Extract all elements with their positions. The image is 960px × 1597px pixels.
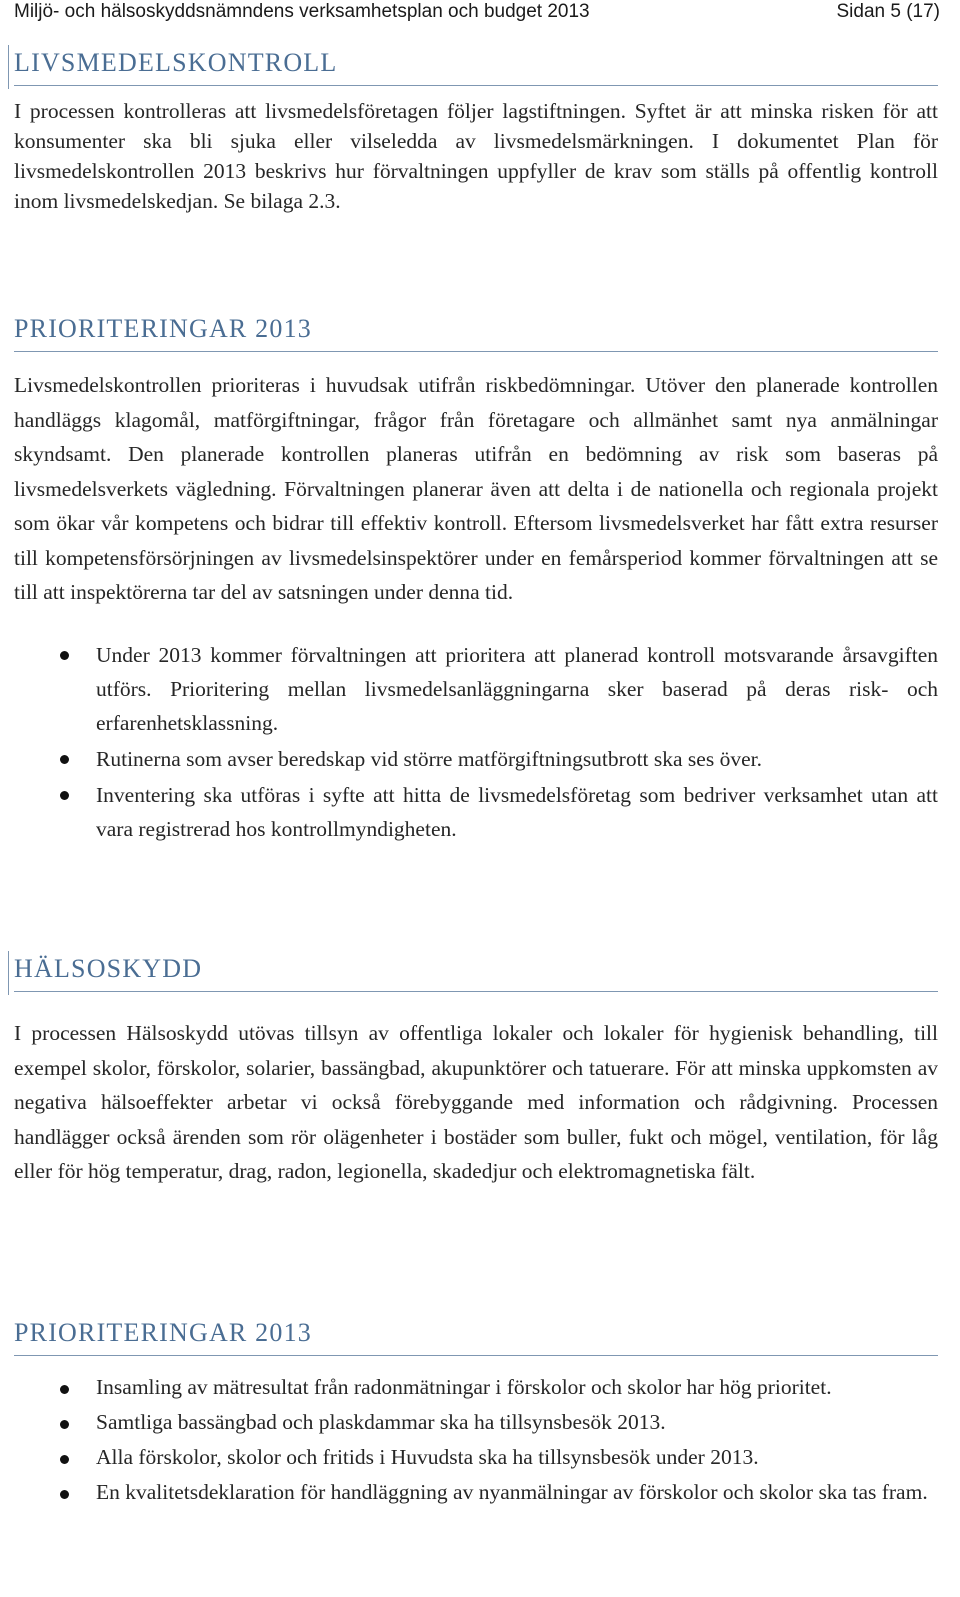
section-heading: PRIORITERINGAR 2013 [14, 1318, 312, 1347]
list-item [8, 742, 938, 776]
section-paragraph: I processen Hälsoskydd utövas tillsyn av offentliga lokaler och lokaler för hygienisk behandling, till exempel skolor, förskolor, solarier, bassängbad, akupunktörer och tatuerare. För att minska uppkomsten av negativa hälsoeffekter arbetar vi också förebyggande med information och rådgivning. Processen handlägger också ärenden som rör olägenheter i bostäder som buller, fukt och mögel, ventilation, för låg eller för hög temperatur, drag, radon, legionella, skadedjur och elektromagnetiska fält. [14, 1021, 938, 1183]
section-heading: LIVSMEDELSKONTROLL [14, 48, 338, 77]
section-heading: HÄLSOSKYDD [14, 954, 203, 983]
list-item [8, 638, 938, 740]
section-paragraph: I processen kontrolleras att livsmedelsföretagen följer lagstiftningen. Syftet är att minska risken för att konsumenter ska bli sjuka eller vilseledda av livsmedelsmärkningen. I dokumentet Plan för livsmedelskontrollen 2013 beskrivs hur förvaltningen uppfyller de krav som ställs på offentlig kontroll inom livsmedelskedjan. Se bilaga 2.3. [14, 99, 938, 213]
list-item-text: Alla förskolor, skolor och fritids i Huvudsta ska ha tillsynsbesök under 2013. [96, 1445, 759, 1469]
bullet-dot-icon [60, 1385, 69, 1394]
heading-tick-line [8, 45, 9, 89]
bullet-dot-icon [60, 1455, 69, 1464]
document-title: Miljö- och hälsoskyddsnämndens verksamhetsplan och budget 2013 [14, 1, 590, 22]
section-prioriteringar-livsmedel [8, 308, 938, 846]
heading-tick-line [8, 951, 9, 995]
section-livsmedelskontroll [8, 44, 938, 216]
section-heading: PRIORITERINGAR 2013 [14, 314, 312, 343]
list-item [8, 1477, 938, 1508]
list-item [8, 1407, 938, 1438]
page-number: Sidan 5 (17) [836, 1, 940, 22]
section-halsoskydd [8, 950, 938, 1189]
heading-rule [14, 991, 938, 992]
bullet-dot-icon [60, 791, 69, 800]
section-heading-block [8, 950, 938, 992]
list-item-text: En kvalitetsdeklaration för handläggning av nyanmälningar av förskolor och skolor ska tas fram. [96, 1480, 928, 1504]
list-item-text: Inventering ska utföras i syfte att hitta de livsmedelsföretag som bedriver verksamhet utan att vara registrerad hos kontrollmyndigheten. [96, 782, 938, 841]
section-prioriteringar-halsoskydd [8, 1314, 938, 1508]
list-item [8, 1372, 938, 1403]
list-item-text: Under 2013 kommer förvaltningen att prioritera att planerad kontroll motsvarande årsavgiften utförs. Prioritering mellan livsmedelsanläggningarna sker baserad på deras risk- och erfarenhetsklassning. [96, 642, 938, 735]
heading-rule [14, 85, 938, 86]
bullet-dot-icon [60, 1490, 69, 1499]
list-item [8, 1442, 938, 1473]
heading-rule [14, 351, 938, 352]
bullet-list [8, 638, 938, 846]
list-item-text: Rutinerna som avser beredskap vid större matförgiftningsutbrott ska ses över. [96, 746, 762, 771]
heading-rule [14, 1355, 938, 1356]
list-item [8, 778, 938, 846]
section-heading-block [8, 1314, 938, 1356]
bullet-dot-icon [60, 755, 69, 764]
section-paragraph: Livsmedelskontrollen prioriteras i huvudsak utifrån riskbedömningar. Utöver den planerade kontrollen handläggs klagomål, matförgiftningar, frågor från företagare och allmänhet samt nya anmälningar skyndsamt. Den planerade kontrollen planeras utifrån en bedömning av risk som baseras på livsmedelsverkets vägledning. Förvaltningen planerar även att delta i de nationella och regionala projekt som ökar vår kompetens och bidrar till effektiv kontroll. Eftersom livsmedelsverket har fått extra resurser till kompetensförsörjningen av livsmedelsinspektörer under en femårsperiod kommer förvaltningen att se till att inspektörerna tar del av satsningen under denna tid. [14, 373, 938, 604]
bullet-dot-icon [60, 1420, 69, 1429]
bullet-list [8, 1372, 938, 1508]
section-heading-block [8, 308, 938, 352]
page-header [14, 0, 940, 26]
bullet-dot-icon [60, 651, 69, 660]
list-item-text: Insamling av mätresultat från radonmätningar i förskolor och skolor har hög prioritet. [96, 1375, 832, 1399]
list-item-text: Samtliga bassängbad och plaskdammar ska ha tillsynsbesök 2013. [96, 1410, 666, 1434]
section-heading-block [8, 44, 938, 86]
